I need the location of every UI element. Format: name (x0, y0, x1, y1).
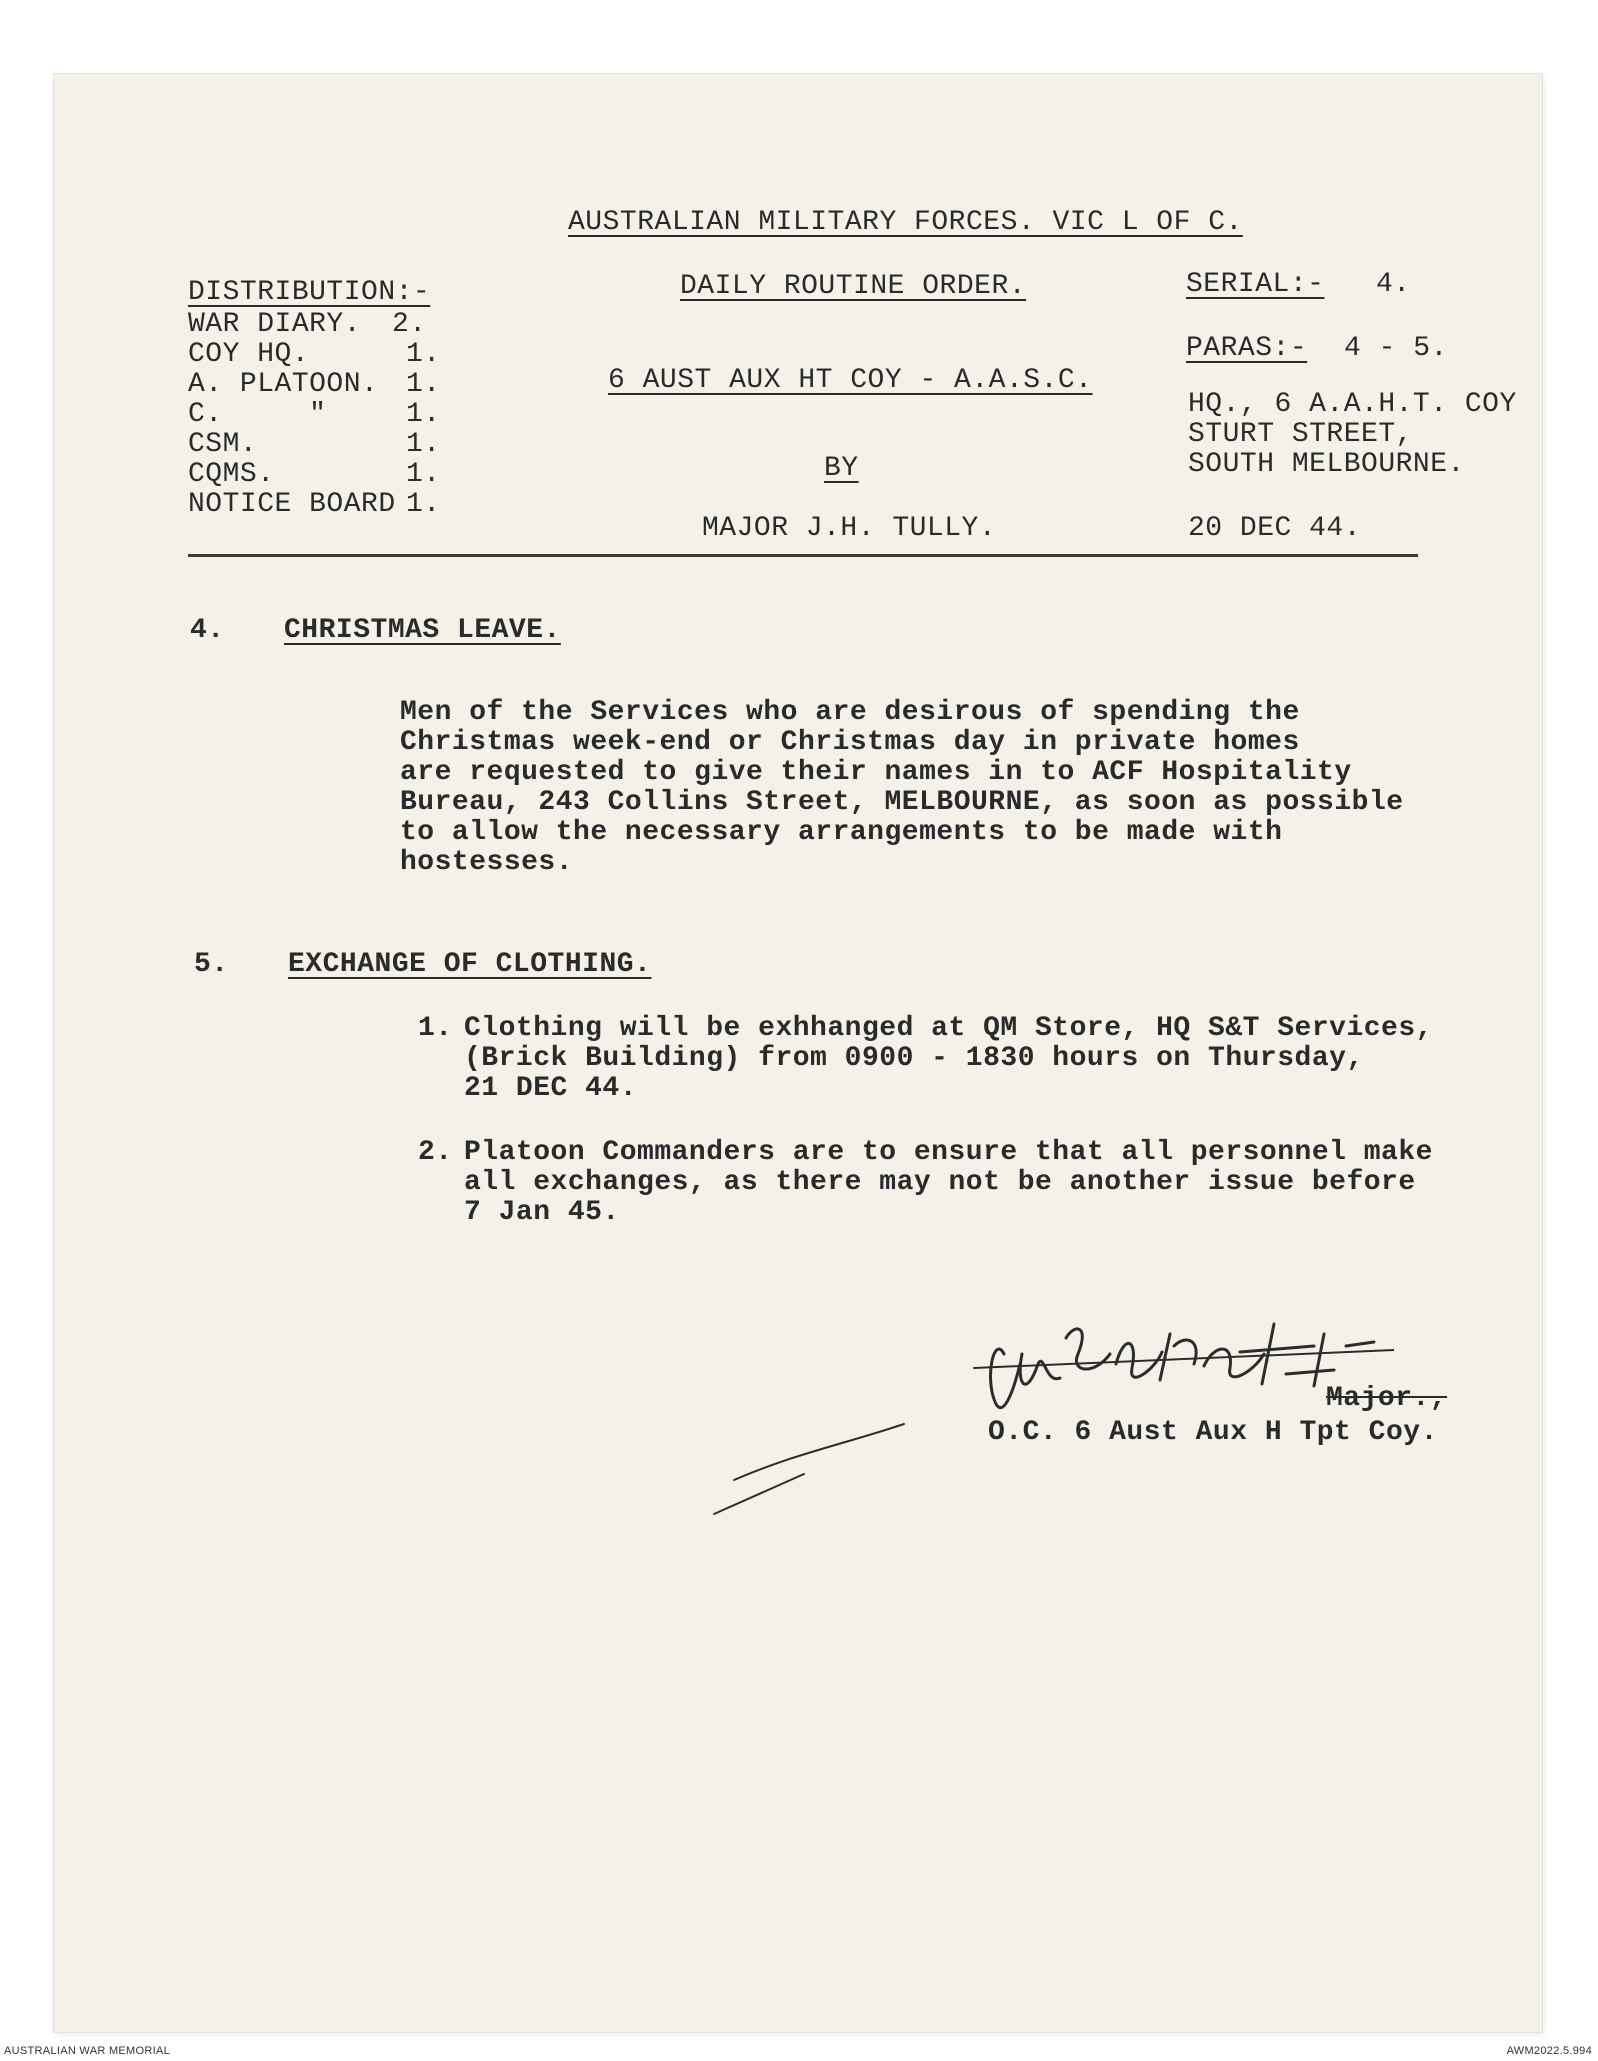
paragraph-line: Christmas week-end or Christmas day in private homes (400, 727, 1300, 758)
by-label: BY (824, 453, 859, 484)
paragraph-line: are requested to give their names in to ACF Hospitality (400, 757, 1352, 788)
address-line: SOUTH MELBOURNE. (1188, 449, 1465, 480)
signature-rank: Major., (1326, 1383, 1448, 1414)
header-divider (188, 554, 1418, 557)
list-item-number: 1. (418, 1013, 453, 1044)
distribution-item-label: WAR DIARY. (188, 309, 362, 340)
list-item-line: Platoon Commanders are to ensure that all personnel make (464, 1137, 1433, 1168)
paras-value: 4 - 5. (1344, 333, 1448, 364)
distribution-item-label: COY HQ. (188, 339, 310, 370)
list-item-line: 7 Jan 45. (464, 1197, 620, 1228)
document-sheet (54, 74, 1542, 2032)
list-item-line: (Brick Building) from 0900 - 1830 hours on Thursday, (464, 1043, 1364, 1074)
serial-value: 4. (1376, 269, 1411, 300)
list-item-line: Clothing will be exhhanged at QM Store, HQ S&T Services, (464, 1013, 1433, 1044)
paragraph-line: hostesses. (400, 847, 574, 878)
distribution-item-label: A. PLATOON. (188, 369, 379, 400)
distribution-item-count: 2. (392, 309, 427, 340)
order-date: 20 DEC 44. (1188, 513, 1362, 544)
distribution-item-label: CSM. (188, 429, 258, 460)
paras-label: PARAS:- (1186, 333, 1308, 364)
order-title: DAILY ROUTINE ORDER. (680, 271, 1027, 302)
unit-name: 6 AUST AUX HT COY - A.A.S.C. (608, 365, 1093, 396)
paragraph-line: Bureau, 243 Collins Street, MELBOURNE, as soon as possible (400, 787, 1404, 818)
list-item-number: 2. (418, 1137, 453, 1168)
distribution-item-count: 1. (406, 399, 441, 430)
paragraph-line: Men of the Services who are desirous of spending the (400, 697, 1300, 728)
distribution-item-count: 1. (406, 459, 441, 490)
handwritten-signature (674, 1294, 1394, 1534)
list-item-line: all exchanges, as there may not be another issue before (464, 1167, 1416, 1198)
signature-appointment: O.C. 6 Aust Aux H Tpt Coy. (988, 1417, 1438, 1448)
section-title: CHRISTMAS LEAVE. (284, 615, 561, 646)
distribution-item-label: C. " (188, 399, 327, 430)
distribution-item-label: CQMS. (188, 459, 275, 490)
archive-reference: AWM2022.5.994 (1506, 2045, 1592, 2057)
distribution-item-count: 1. (406, 429, 441, 460)
section-number: 5. (194, 949, 229, 980)
distribution-title: DISTRIBUTION:- (188, 277, 431, 308)
section-title: EXCHANGE OF CLOTHING. (288, 949, 652, 980)
serial-label: SERIAL:- (1186, 269, 1325, 300)
archive-label: AUSTRALIAN WAR MEMORIAL (4, 2045, 171, 2057)
distribution-item-count: 1. (406, 369, 441, 400)
paragraph-line: to allow the necessary arrangements to be made with (400, 817, 1283, 848)
distribution-item-count: 1. (406, 489, 441, 520)
section-number: 4. (190, 615, 225, 646)
issuer-name: MAJOR J.H. TULLY. (702, 513, 997, 544)
address-line: HQ., 6 A.A.H.T. COY (1188, 389, 1517, 420)
address-line: STURT STREET, (1188, 419, 1413, 450)
distribution-item-count: 1. (406, 339, 441, 370)
list-item-line: 21 DEC 44. (464, 1073, 638, 1104)
distribution-item-label: NOTICE BOARD (188, 489, 396, 520)
org-title: AUSTRALIAN MILITARY FORCES. VIC L OF C. (568, 207, 1243, 238)
